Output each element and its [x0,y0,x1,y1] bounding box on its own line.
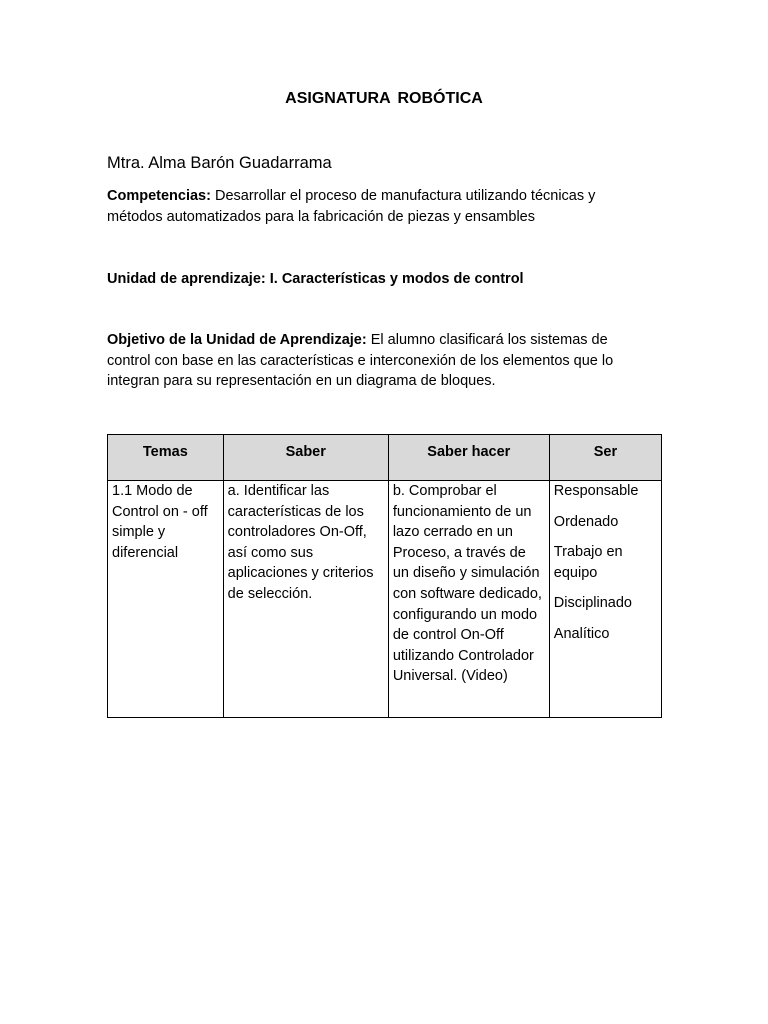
header-temas: Temas [108,435,224,481]
objetivo-label: Objetivo de la Unidad de Aprendizaje: [107,332,367,348]
table-row [108,481,662,718]
objetivo-text: El alumno clasificará los sistemas de control con base en las características e interconexión de los elementos que lo integran para su representación en un diagrama de bloques. [107,332,614,390]
cell-ser [549,481,661,718]
competencias-text: Desarrollar el proceso de manufactura utilizando técnicas y métodos automatizados para la fabricación de piezas y ensambles [107,188,596,225]
competencias-label: Competencias: [107,188,211,204]
header-saber: Saber [223,435,388,481]
table-header-row [108,435,662,481]
ser-item: Disciplinado [553,595,632,612]
cell-saber: a. Identificar las características de los controladores On-Off, así como sus aplicaciones y criterios de selección. [223,481,388,718]
header-ser: Ser [549,435,661,481]
ser-item: Responsable [553,483,639,499]
header-saber-hacer: Saber hacer [388,435,549,481]
document-title: ASIGNATURA ROBÓTICA [285,90,483,107]
ser-item: Ordenado [553,513,619,530]
competencias-table [107,434,662,718]
unidad-heading: Unidad de aprendizaje: I. Características y modos de control [107,271,524,287]
competencias-paragraph [107,186,652,227]
objetivo-paragraph [107,330,652,392]
ser-item: Analítico [553,625,610,642]
ser-item: Trabajo en equipo [553,544,623,581]
cell-saber-hacer: b. Comprobar el funcionamiento de un lazo cerrado en un Proceso, a través de un diseño y simulación con software dedicado, configurando un modo de control On-Off utilizando Controlador Universal. (Video) [388,481,549,718]
cell-temas: 1.1 Modo de Control on - off simple y diferencial [108,481,224,718]
teacher-name: Mtra. Alma Barón Guadarrama [107,154,332,172]
